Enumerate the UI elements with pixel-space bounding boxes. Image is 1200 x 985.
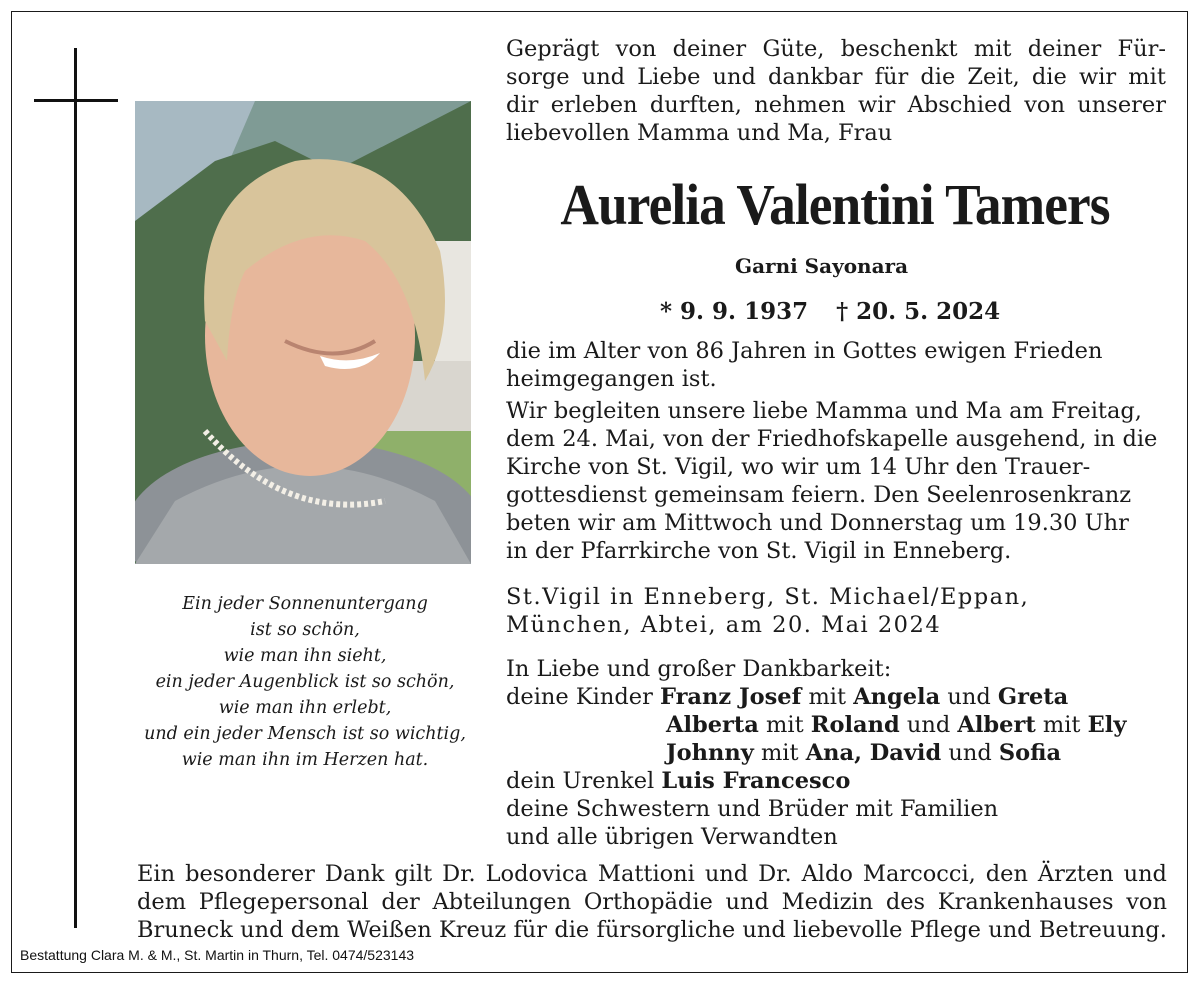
poem-line: und ein jeder Mensch ist so wichtig, — [144, 724, 466, 744]
portrait-photo — [135, 101, 471, 564]
intro-line: sorge und Liebe und dankbar für die Zeit, die wir mit — [506, 64, 1166, 90]
intro-text — [506, 35, 1166, 147]
thanks-text — [137, 860, 1167, 944]
greatgrandchild-prefix: dein Urenkel — [506, 768, 655, 794]
family-connector: mit — [1035, 712, 1088, 738]
family-member: Sofia — [998, 740, 1062, 766]
family-member: Johnny — [666, 740, 754, 766]
family-children-row — [506, 739, 1126, 767]
places-text — [506, 583, 1086, 639]
family-connector: und — [941, 740, 999, 766]
family-connector: mit — [801, 684, 854, 710]
family-member: Franz Josef — [660, 684, 802, 710]
family-member: Ely — [1087, 712, 1127, 738]
siblings-row: deine Schwestern und Brüder mit Familien — [506, 796, 999, 822]
family-member: Luis Francesco — [661, 768, 851, 794]
family-connector: mit — [753, 740, 806, 766]
funeral-line: beten wir am Mittwoch und Donnerstag um 19.30 Uhr — [506, 510, 1129, 536]
passing-text — [506, 337, 1166, 393]
family-connector: und — [940, 684, 998, 710]
places-line: St.Vigil in Enneberg, St. Michael/Eppan, — [506, 584, 1030, 610]
family-member: Ana, David — [805, 740, 942, 766]
cross-icon-bar — [34, 99, 118, 102]
funeral-line: in der Pfarrkirche von St. Vigil in Enneberg. — [506, 538, 1012, 564]
poem-line: wie man ihn sieht, — [223, 646, 387, 666]
family-connector: mit — [758, 712, 811, 738]
intro-line: liebevollen Mamma und Ma, Frau — [506, 120, 893, 146]
funeral-text — [506, 397, 1166, 565]
children-prefix: deine Kinder — [506, 684, 653, 710]
funeral-line: Wir begleiten unsere liebe Mamma und Ma am Freitag, — [506, 398, 1142, 424]
poem-line: Ein jeder Sonnenuntergang — [182, 594, 428, 614]
family-member: Roland — [810, 712, 900, 738]
intro-line: dir erleben durften, nehmen wir Abschied von unserer — [506, 92, 1166, 118]
thanks-line: Bruneck und dem Weißen Kreuz für die fürsorgliche und liebevolle Pflege und Betreuung. — [137, 917, 1167, 943]
thanks-line: Ein besonderer Dank gilt Dr. Lodovica Mattioni und Dr. Aldo Marcocci, den Ärzten und — [137, 861, 1167, 887]
funeral-line: dem 24. Mai, von der Friedhofskapelle ausgehend, in die — [506, 426, 1158, 452]
poem-line: wie man ihn erlebt, — [218, 698, 392, 718]
poem-line: ein jeder Augenblick ist so schön, — [155, 672, 455, 692]
intro-line: Geprägt von deiner Güte, beschenkt mit deiner Für- — [506, 36, 1166, 62]
poem-line: ist so schön, — [250, 620, 360, 640]
deceased-name: Aurelia Valentini Tamers — [560, 172, 1110, 237]
family-lead: In Liebe und großer Dankbarkeit: — [506, 656, 892, 682]
family-member: Albert — [957, 712, 1036, 738]
life-dates — [660, 298, 1000, 325]
passing-line: die im Alter von 86 Jahren in Gottes ewigen Frieden — [506, 338, 1103, 364]
cross-icon — [74, 48, 77, 928]
passing-line: heimgegangen ist. — [506, 366, 717, 392]
family-member: Greta — [997, 684, 1069, 710]
family-children-row — [506, 683, 1126, 711]
thanks-line: dem Pflegepersonal der Abteilungen Orthopädie und Medizin des Krankenhauses von — [137, 889, 1167, 915]
family-list — [506, 655, 1126, 851]
undertaker-credit: Bestattung Clara M. & M., St. Martin in Thurn, Tel. 0474/523143 — [20, 947, 415, 963]
funeral-line: Kirche von St. Vigil, wo wir um 14 Uhr den Trauer- — [506, 454, 1091, 480]
death-date: † 20. 5. 2024 — [836, 298, 1001, 325]
family-member: Alberta — [666, 712, 759, 738]
family-connector: und — [899, 712, 958, 738]
funeral-line: gottesdienst gemeinsam feiern. Den Seelenrosenkranz — [506, 482, 1132, 508]
family-member: Angela — [853, 684, 941, 710]
poem — [120, 591, 490, 773]
relatives-row: und alle übrigen Verwandten — [506, 824, 838, 850]
business-name: Garni Sayonara — [735, 254, 909, 278]
birth-date: * 9. 9. 1937 — [660, 298, 809, 325]
greatgrandchild-row — [506, 767, 1126, 795]
poem-line: wie man ihn im Herzen hat. — [181, 750, 429, 770]
family-children-row — [506, 711, 1126, 739]
places-line: München, Abtei, am 20. Mai 2024 — [506, 612, 942, 638]
